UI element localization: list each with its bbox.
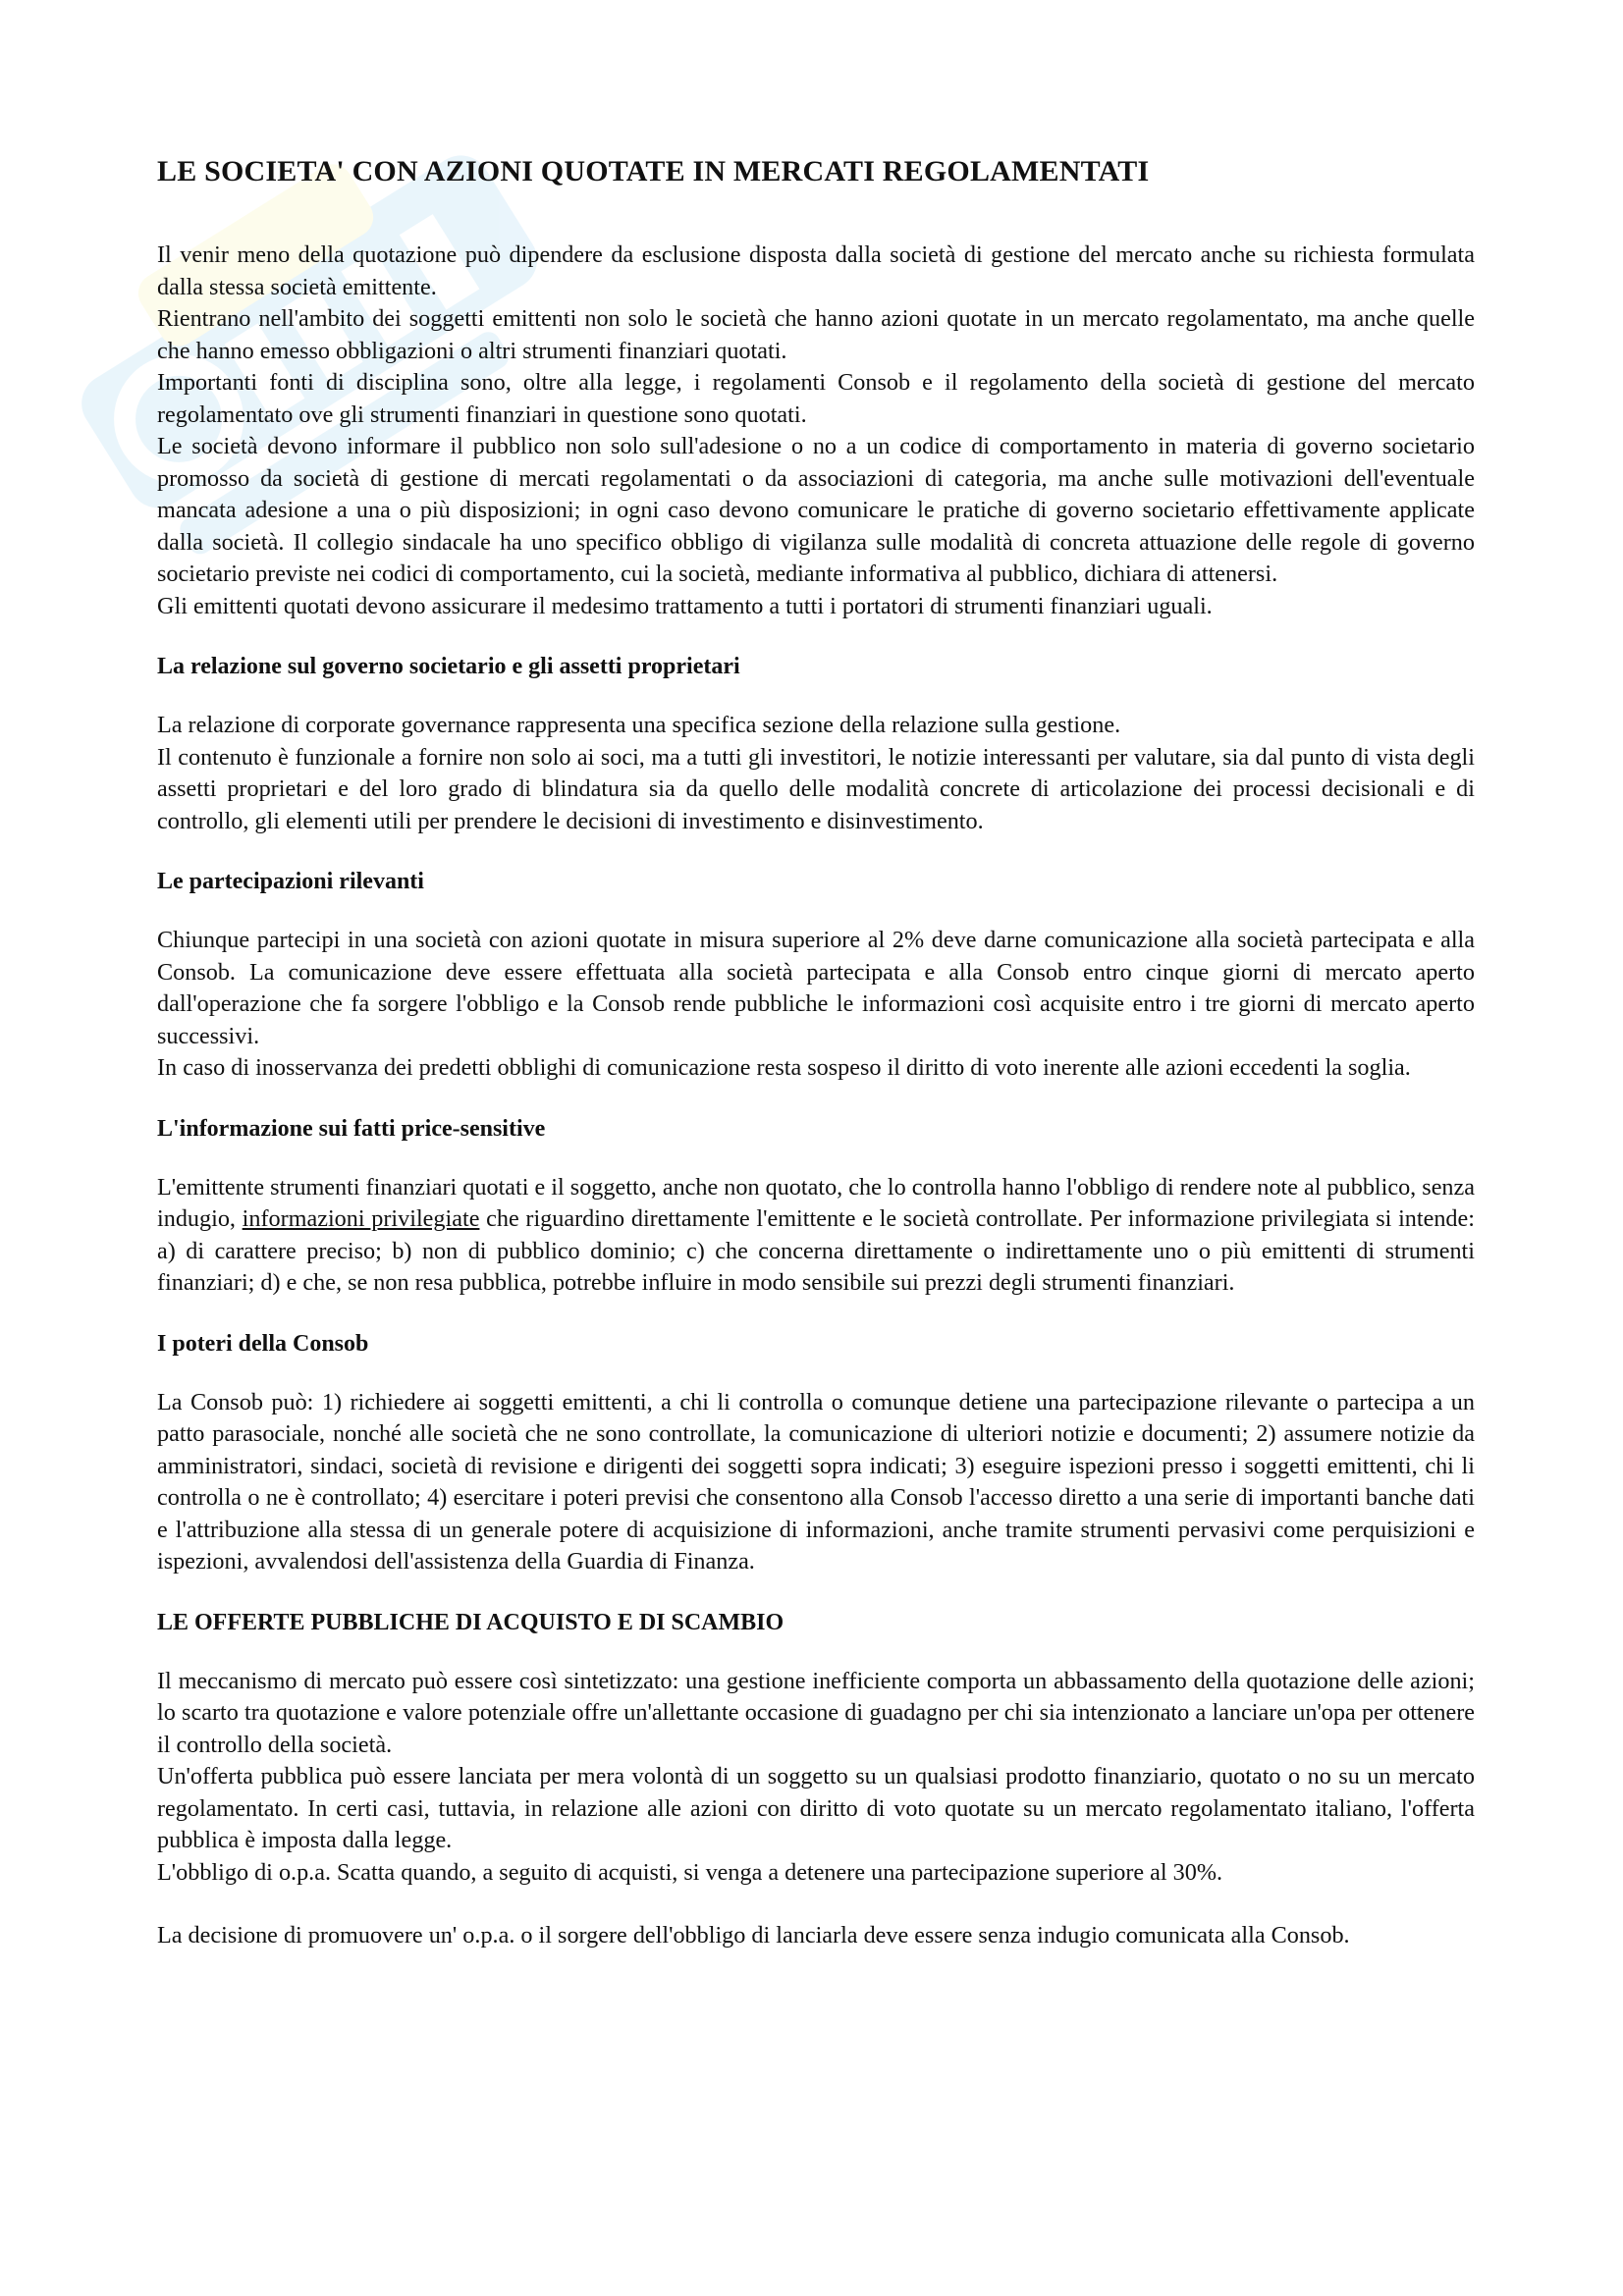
public-offers-line: Un'offerta pubblica può essere lanciata per mera volontà di un soggetto su un qualsiasi prodotto finanziario, quotato o no su un mercato regolamentato. In certi casi, tuttavia, in relazione alle azioni con diritto di voto quotate su un mercato regolamentato italiano, l'offerta pubblica è imposta dalla legge. xyxy=(157,1763,1475,1853)
intro-paragraph xyxy=(157,240,1475,622)
participations-paragraph xyxy=(157,925,1475,1085)
privileged-info-link[interactable]: informazioni privilegiate xyxy=(242,1205,480,1232)
intro-line: Rientrano nell'ambito dei soggetti emittenti non solo le società che hanno azioni quotate in un mercato regolamentato, ma anche quelle che hanno emesso obbligazioni o altri strumenti finanziari quotati. xyxy=(157,305,1475,364)
governance-line: Il contenuto è funzionale a fornire non solo ai soci, ma a tutti gli investitori, le notizie interessanti per valutare, sia dal punto di vista degli assetti proprietari e del loro grado di blindatura sia da quello delle modalità concrete di articolazione dei processi decisionali e di controllo, gli elementi utili per prendere le decisioni di investimento e disinvestimento. xyxy=(157,743,1475,834)
section-heading-price-sensitive: L'informazione sui fatti price-sensitive xyxy=(157,1115,546,1142)
section-heading-consob-powers: I poteri della Consob xyxy=(157,1330,369,1357)
opa-communication-paragraph: La decisione di promuovere un' o.p.a. o il sorgere dell'obbligo di lanciarla deve essere senza indugio comunicata alla Consob. xyxy=(157,1922,1350,1949)
consob-powers-paragraph: La Consob può: 1) richiedere ai soggetti emittenti, a chi li controlla o comunque detiene una partecipazione rilevante o partecipa a un patto parasociale, nonché alle società che ne sono controllate, la comunicazione di ulteriori notizie e documenti; 2) assumere notizie da amministratori, sindaci, società di revisione e dirigenti dei soggetti sopra indicati; 3) eseguire ispezioni presso i soggetti emittenti, chi li controlla o ne è controllato; 4) esercitare i poteri previsi che consentono alla Consob l'accesso diretto a una serie di importanti banche dati e l'attribuzione alla stessa di un generale potere di acquisizione di informazioni, anche tramite strumenti pervasivi come perquisizioni e ispezioni, avvalendosi dell'assistenza della Guardia di Finanza. xyxy=(157,1388,1475,1575)
price-sensitive-text: che riguardino direttamente l'emittente e le società controllate. Per informazione privilegiata si intende: a) di carattere preciso; b) non di pubblico dominio; c) che concerna direttamente o indirettamente uno o più emittenti di strumenti finanziari; d) e che, se non resa pubblica, potrebbe influire in modo sensibile sui prezzi degli strumenti finanziari. xyxy=(157,1205,1475,1296)
document-title: LE SOCIETA' CON AZIONI QUOTATE IN MERCATI REGOLAMENTATI xyxy=(157,155,1150,187)
intro-line: Importanti fonti di disciplina sono, oltre alla legge, i regolamenti Consob e il regolamento della società di gestione del mercato regolamentato ove gli strumenti finanziari in questione sono quotati. xyxy=(157,369,1475,428)
governance-paragraph xyxy=(157,710,1475,837)
intro-line: Il venir meno della quotazione può dipendere da esclusione disposta dalla società di gestione del mercato anche su richiesta formulata dalla stessa società emittente. xyxy=(157,241,1475,300)
section-heading-public-offers: LE OFFERTE PUBBLICHE DI ACQUISTO E DI SCAMBIO xyxy=(157,1609,784,1635)
public-offers-line: L'obbligo di o.p.a. Scatta quando, a seguito di acquisti, si venga a detenere una partecipazione superiore al 30%. xyxy=(157,1858,1223,1886)
public-offers-line: Il meccanismo di mercato può essere così sintetizzato: una gestione inefficiente comporta un abbassamento della quotazione delle azioni; lo scarto tra quotazione e valore potenziale offre un'allettante occasione di guadagno per chi sia intenzionato a lanciare un'opa per ottenere il controllo della società. xyxy=(157,1667,1475,1758)
intro-line: Gli emittenti quotati devono assicurare il medesimo trattamento a tutti i portatori di strumenti finanziari uguali. xyxy=(157,592,1213,619)
section-heading-participations: Le partecipazioni rilevanti xyxy=(157,869,424,894)
participations-line: Chiunque partecipi in una società con azioni quotate in misura superiore al 2% deve darne comunicazione alla società partecipata e alla Consob. La comunicazione deve essere effettuata alla società partecipata e alla Consob entro cinque giorni di mercato aperto dall'operazione che fa sorgere l'obbligo e la Consob rende pubbliche le informazioni così acquisite entro i tre giorni di mercato aperto successivi. xyxy=(157,927,1475,1049)
participations-line: In caso di inosservanza dei predetti obblighi di comunicazione resta sospeso il diritto di voto inerente alle azioni eccedenti la soglia. xyxy=(157,1054,1411,1081)
governance-line: La relazione di corporate governance rappresenta una specifica sezione della relazione sulla gestione. xyxy=(157,712,1121,738)
public-offers-paragraph xyxy=(157,1666,1475,1890)
section-heading-governance: La relazione sul governo societario e gli assetti proprietari xyxy=(157,654,740,679)
intro-line: Le società devono informare il pubblico non solo sull'adesione o no a un codice di comportamento in materia di governo societario promosso da società di gestione di mercati regolamentati o da associazioni di categoria, ma anche sulle motivazioni dell'eventuale mancata adesione a una o più disposizioni; in ogni caso devono comunicare le pratiche di governo societario effettivamente applicate dalla società. Il collegio sindacale ha uno specifico obbligo di vigilanza sulle modalità di concreta attuazione delle regole di governo societario previste nei codici di comportamento, cui la società, mediante informativa al pubblico, dichiara di attenersi. xyxy=(157,433,1475,587)
document-page xyxy=(157,147,1475,1984)
price-sensitive-paragraph xyxy=(157,1172,1475,1300)
price-sensitive-text: L'emittente strumenti finanziari quotati e il soggetto, anche non quotato, che lo controlla hanno l'obbligo di rendere note al pubblico, senza indugio, xyxy=(157,1173,1475,1232)
